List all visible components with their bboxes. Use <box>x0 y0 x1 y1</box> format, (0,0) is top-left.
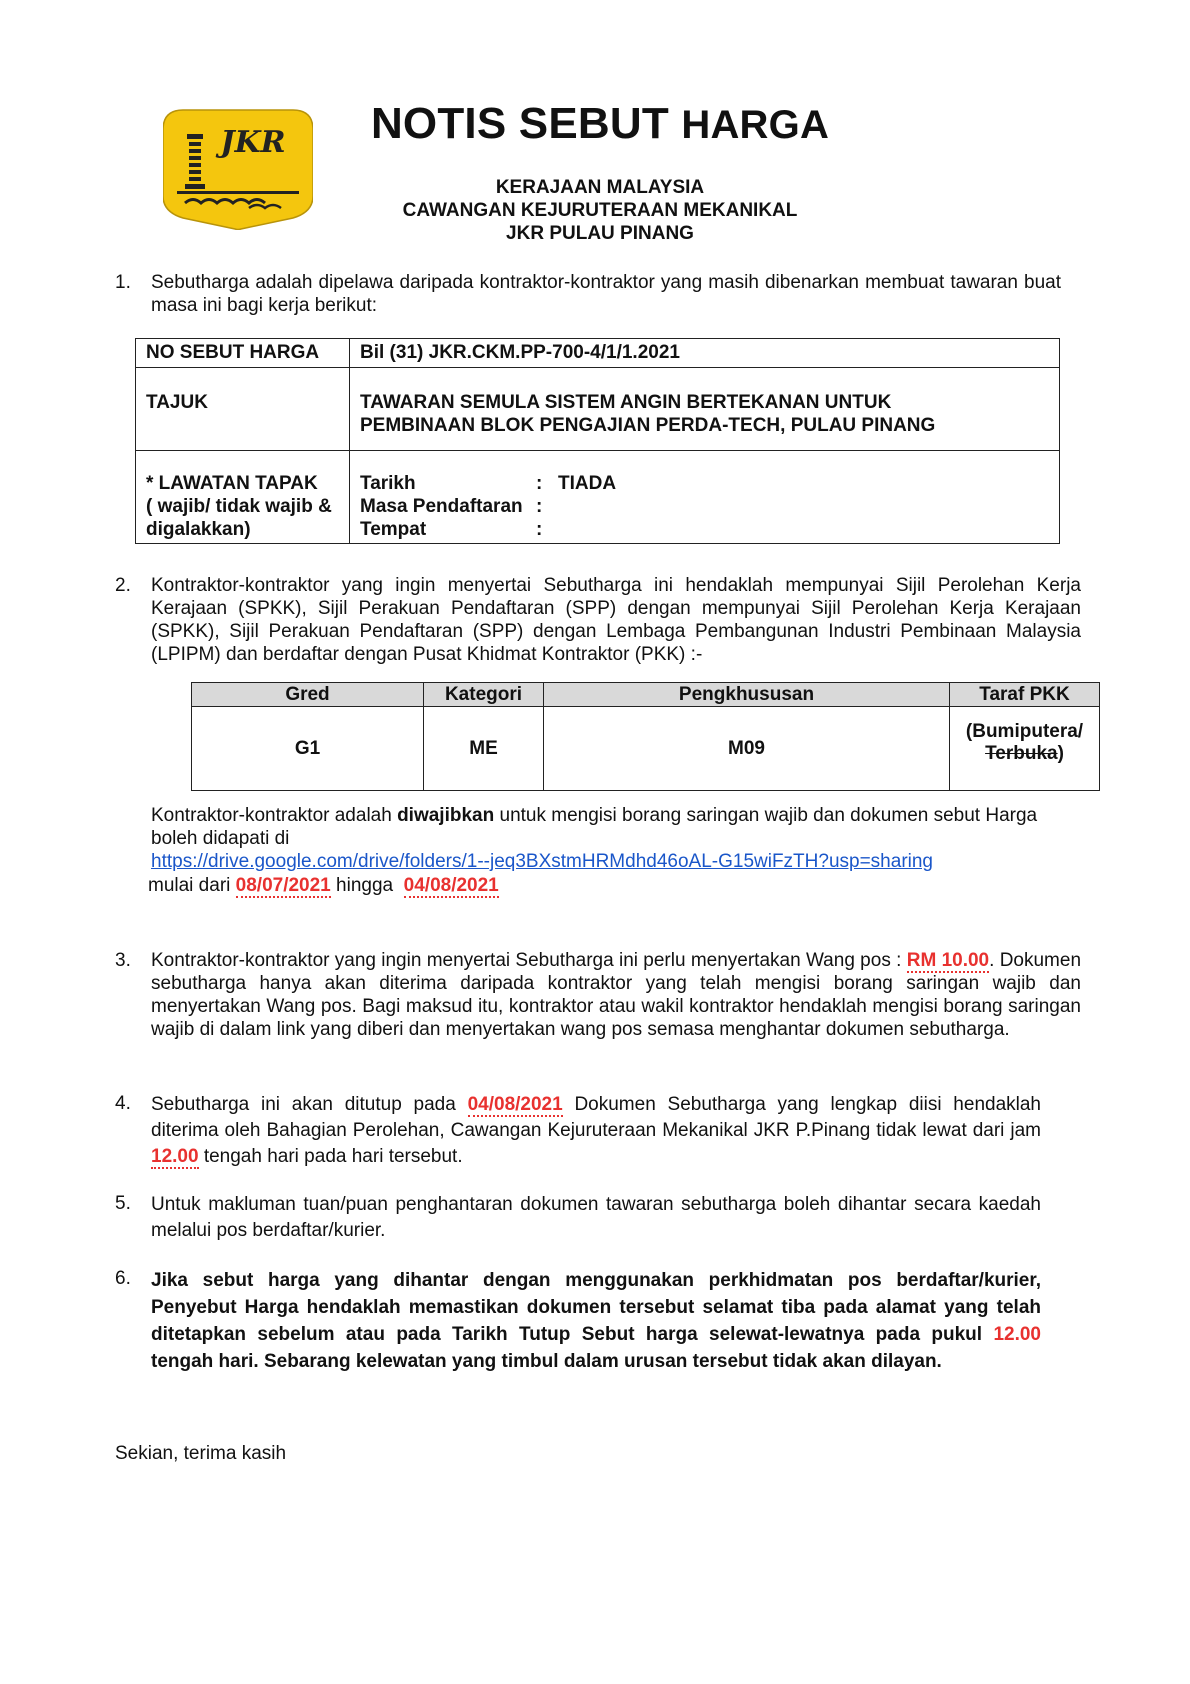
from-label: mulai dari <box>148 875 231 896</box>
cell-pengkhususan: M09 <box>544 707 950 791</box>
org-line-3: JKR PULAU PINANG <box>506 223 694 244</box>
item-2-number: 2. <box>115 575 131 596</box>
closing-date: 04/08/2021 <box>467 1094 563 1115</box>
closing-text: Sekian, terima kasih <box>115 1443 287 1464</box>
jkr-logo <box>163 108 313 230</box>
col-header-pengkhususan: Pengkhususan <box>544 683 950 707</box>
item-3-text <box>151 949 1081 1041</box>
title-value-line-2: PEMBINAAN BLOK PENGAJIAN PERDA-TECH, PULAU PINANG <box>360 415 936 436</box>
title-value-line-1: TAWARAN SEMULA SISTEM ANGIN BERTEKANAN UNTUK <box>360 392 892 413</box>
item-3-number: 3. <box>115 950 131 971</box>
item-6-text <box>151 1267 1041 1375</box>
cell-taraf-pkk <box>950 707 1100 791</box>
tender-info-table <box>135 338 1060 544</box>
item-1-text: Sebutharga adalah dipelawa daripada kontraktor-kontraktor yang masih dibenarkan membuat tawaran buat masa ini bagi kerja berikut: <box>151 272 1061 316</box>
ref-value: Bil (31) JKR.CKM.PP-700-4/1/1.2021 <box>350 339 1060 368</box>
item-4-text <box>151 1092 1041 1170</box>
org-line-1: KERAJAAN MALAYSIA <box>495 177 705 198</box>
table-header-row <box>192 683 1100 707</box>
place-colon: : <box>536 519 543 540</box>
note-post: untuk mengisi borang saringan wajib dan dokumen sebut Harga boleh didapati di <box>151 805 1038 849</box>
page-title <box>340 98 860 151</box>
site-visit-label <box>136 451 350 544</box>
closing-time: 12.00 <box>151 1146 199 1167</box>
taraf-struck: Terbuka <box>985 743 1058 764</box>
ref-label: NO SEBUT HARGA <box>136 339 350 368</box>
site-visit-details <box>350 451 1060 544</box>
note-bold: diwajibkan <box>397 805 495 826</box>
table-row <box>136 451 1060 544</box>
title-value <box>350 368 1060 451</box>
to-date: 04/08/2021 <box>403 875 499 896</box>
item-4-pre: Sebutharga ini akan ditutup pada <box>151 1094 456 1115</box>
taraf-line-1: (Bumiputera/ <box>965 721 1084 742</box>
place-key: Tempat <box>360 519 427 540</box>
table-row <box>136 368 1060 451</box>
col-header-taraf-pkk: Taraf PKK <box>950 683 1100 707</box>
item-3-pre: Kontraktor-kontraktor yang ingin menyertai Sebutharga ini perlu menyertakan Wang pos : <box>151 950 902 971</box>
item-6-number: 6. <box>115 1268 131 1289</box>
registration-row <box>360 495 1049 518</box>
site-visit-label-line-3: digalakkan) <box>146 519 251 540</box>
title-label: TAJUK <box>136 368 350 451</box>
col-header-kategori: Kategori <box>424 683 544 707</box>
title-tail: HARGA <box>681 103 830 147</box>
site-visit-label-line-1: * LAWATAN TAPAK <box>146 473 318 494</box>
cell-kategori: ME <box>424 707 544 791</box>
place-row <box>360 518 1049 541</box>
table-row <box>136 339 1060 368</box>
date-range <box>148 874 499 897</box>
document-note <box>151 804 1081 850</box>
note-pre: Kontraktor-kontraktor adalah <box>151 805 398 826</box>
from-date: 08/07/2021 <box>235 875 331 896</box>
postal-order-amount: RM 10.00 <box>906 950 990 971</box>
taraf-close: ) <box>1057 743 1064 764</box>
date-value: TIADA <box>558 473 617 494</box>
logo-text: JKR <box>220 125 286 160</box>
item-6-post: tengah hari. Sebarang kelewatan yang timbul dalam urusan tersebut tidak akan dilayan. <box>151 1351 942 1372</box>
item-3-post: . Dokumen sebutharga hanya akan diterima daripada kontraktor yang telah mengisi borang saringan wajib dan menyertakan Wang pos. Bagi maksud itu, kontraktor atau wakil kontraktor hendaklah mengisi borang saringan wajib di dalam link yang diberi dan menyertakan wang pos semasa menghantar dokumen sebutharga. <box>151 950 1082 1040</box>
item-4-number: 4. <box>115 1093 131 1114</box>
item-4-mid: Dokumen Sebutharga yang lengkap diisi hendaklah diterima oleh Bahagian Perolehan, Cawangan Kejuruteraan Mekanikal JKR P.Pinang tidak lewat dari jam <box>151 1094 1042 1141</box>
table-row <box>192 707 1100 791</box>
to-label: hingga <box>336 875 394 896</box>
drive-link[interactable]: https://drive.google.com/drive/folders/1--jeq3BXstmHRMdhd46oAL-G15wiFzTH?usp=sharing <box>151 851 933 872</box>
registration-key: Masa Pendaftaran <box>360 496 523 517</box>
date-key: Tarikh <box>360 473 416 494</box>
item-1-number: 1. <box>115 272 131 293</box>
item-2-text: Kontraktor-kontraktor yang ingin menyertai Sebutharga ini hendaklah mempunyai Sijil Perolehan Kerja Kerajaan (SPKK), Sijil Perakuan Pendaftaran (SPP) dengan mempunyai Sijil Perolehan Kerja Kerajaan (SPKK), Sijil Perakuan Pendaftaran (SPP) dengan Lembaga Pembangunan Industri Pembinaan Malaysia (LPIPM) dan berdaftar dengan Pusat Khidmat Kontraktor (PKK) :- <box>151 575 1081 665</box>
item-5-text: Untuk makluman tuan/puan penghantaran dokumen tawaran sebutharga boleh dihantar secara kaedah melalui pos berdaftar/kurier. <box>151 1194 1041 1241</box>
title-main: NOTIS SEBUT <box>370 99 669 148</box>
cell-gred: G1 <box>192 707 424 791</box>
item-6-pre: Jika sebut harga yang dihantar dengan menggunakan perkhidmatan pos berdaftar/kurier, Penyebut Harga hendaklah memastikan dokumen tersebut selamat tiba pada alamat yang telah ditetapkan sebelum atau pada Tarikh Tutup Sebut harga selewat-lewatnya pada pukul <box>151 1270 1041 1345</box>
item-5-number: 5. <box>115 1193 131 1214</box>
org-line-2: CAWANGAN KEJURUTERAAN MEKANIKAL <box>402 200 798 221</box>
qualification-table <box>191 682 1100 791</box>
item-6-time: 12.00 <box>993 1324 1041 1345</box>
site-visit-label-line-2: ( wajib/ tidak wajib & <box>146 496 332 517</box>
registration-colon: : <box>536 496 543 517</box>
item-4-post: tengah hari pada hari tersebut. <box>203 1146 463 1167</box>
col-header-gred: Gred <box>192 683 424 707</box>
date-row <box>360 472 1049 495</box>
date-colon: : <box>536 473 543 494</box>
